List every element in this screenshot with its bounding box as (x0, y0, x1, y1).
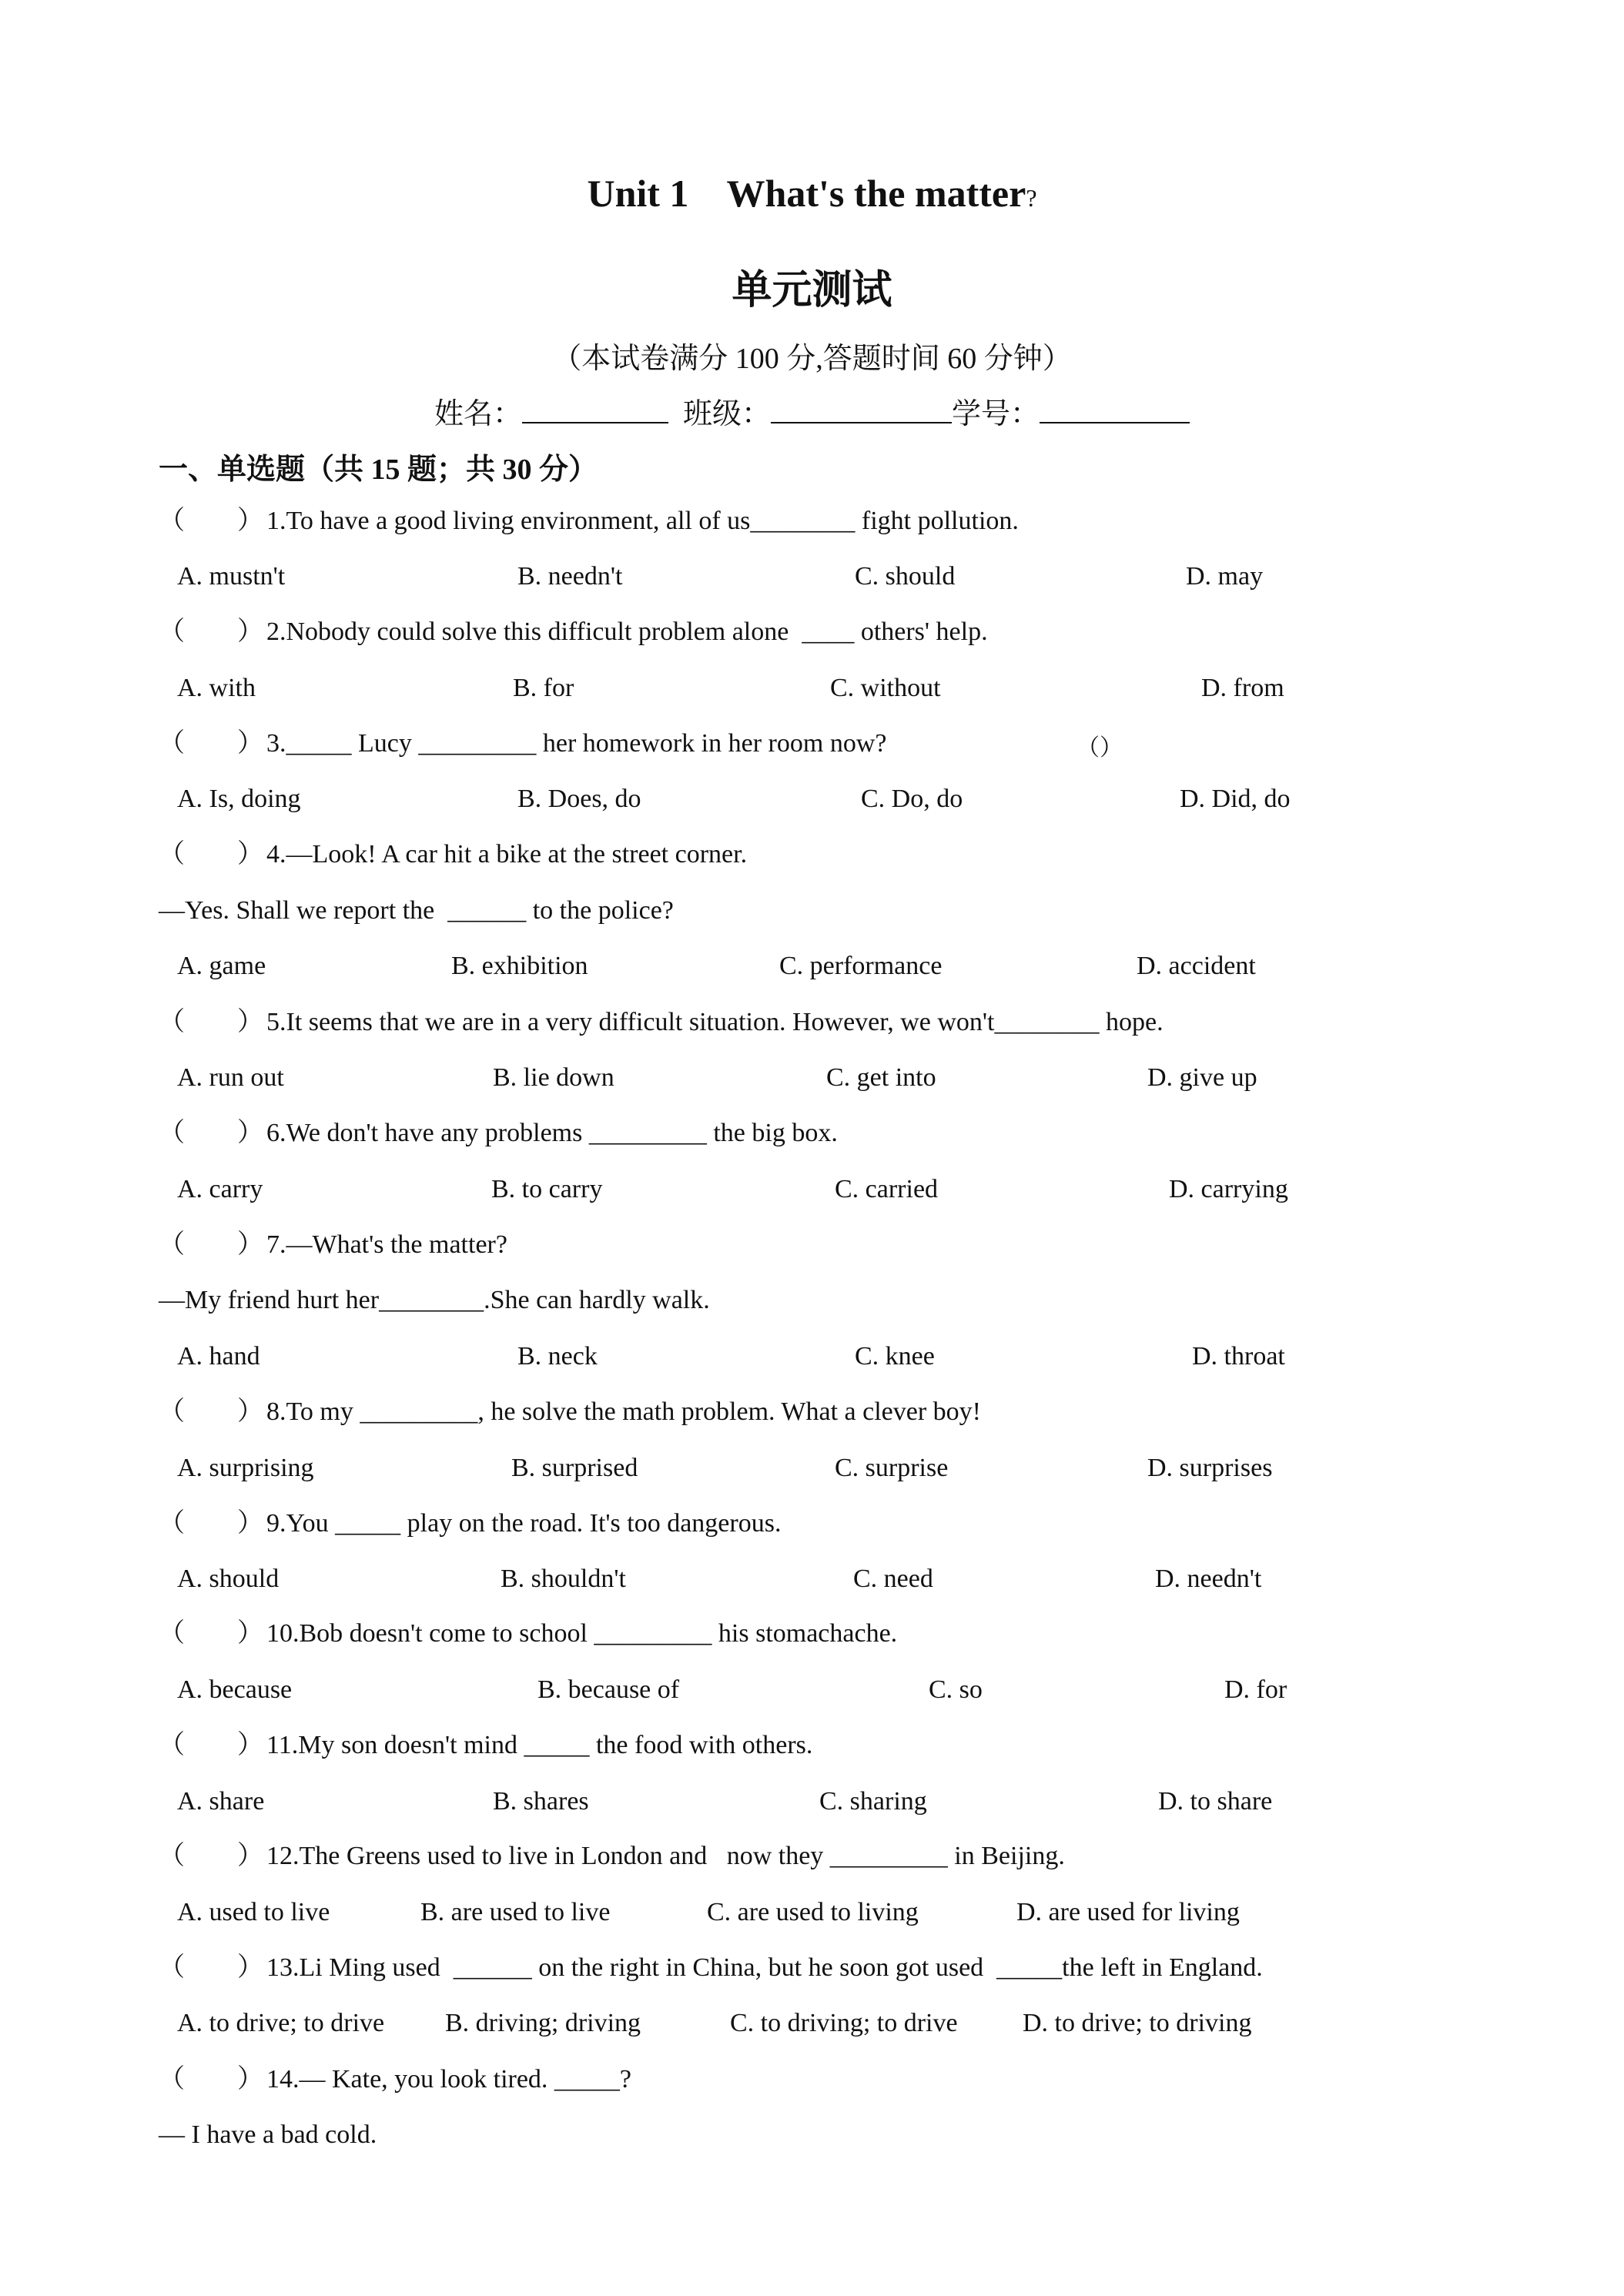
question-14-continuation: — I have a bad cold. (159, 2120, 377, 2149)
question-text: 7.—What's the matter? (266, 1230, 507, 1259)
question-8-option-a[interactable]: A. surprising (177, 1454, 314, 1482)
question-8-option-c[interactable]: C. surprise (835, 1454, 949, 1482)
question-2-option-b[interactable]: B. for (513, 674, 574, 702)
question-14-stem (159, 2063, 631, 2097)
answer-parenthesis[interactable]: （ ） (159, 618, 263, 646)
question-13-option-b[interactable]: B. driving; driving (445, 2009, 641, 2037)
answer-parenthesis[interactable]: （ ） (159, 1230, 263, 1259)
page-subtitle: 单元测试 (732, 269, 892, 313)
question-11-option-d[interactable]: D. to share (1158, 1787, 1273, 1816)
id-blank[interactable] (1040, 391, 1190, 423)
question-7-option-c[interactable]: C. knee (855, 1342, 935, 1371)
question-3-option-a[interactable]: A. Is, doing (177, 785, 301, 813)
question-text: 1.To have a good living environment, all of us________ fight pollution. (266, 507, 1019, 535)
page-title (0, 171, 1624, 216)
question-9-stem (159, 1507, 781, 1541)
question-2-option-c[interactable]: C. without (830, 674, 941, 702)
question-8-option-b[interactable]: B. surprised (511, 1454, 638, 1482)
question-9-option-b[interactable]: B. shouldn't (501, 1565, 626, 1593)
question-2-option-d[interactable]: D. from (1201, 674, 1284, 702)
question-text: 13.Li Ming used ______ on the right in China, but he soon got used _____the left in England. (266, 1953, 1263, 1982)
student-info-line (0, 390, 1624, 432)
question-8-stem (159, 1395, 981, 1429)
question-4-continuation: —Yes. Shall we report the ______ to the police? (159, 896, 674, 925)
name-label: 姓名： (434, 398, 522, 430)
question-1-stem (159, 504, 1019, 538)
question-12-option-c[interactable]: C. are used to living (707, 1898, 919, 1926)
question-5-option-a[interactable]: A. run out (177, 1063, 284, 1092)
question-5-option-d[interactable]: D. give up (1147, 1063, 1257, 1092)
question-13-option-d[interactable]: D. to drive; to driving (1023, 2009, 1252, 2037)
question-text: 14.— Kate, you look tired. _____? (266, 2065, 632, 2094)
question-7-stem (159, 1228, 507, 1262)
question-4-option-a[interactable]: A. game (177, 952, 266, 980)
question-4-option-b[interactable]: B. exhibition (451, 952, 588, 980)
question-10-option-c[interactable]: C. so (929, 1675, 983, 1704)
question-3-stem (159, 727, 886, 761)
question-7-option-d[interactable]: D. throat (1192, 1342, 1285, 1371)
answer-parenthesis[interactable]: （ ） (159, 1119, 263, 1147)
answer-parenthesis[interactable]: （ ） (159, 1619, 263, 1648)
question-text: 8.To my _________, he solve the math problem. What a clever boy! (266, 1397, 981, 1426)
question-12-option-b[interactable]: B. are used to live (420, 1898, 611, 1926)
question-text: 6.We don't have any problems _________ the big box. (266, 1119, 838, 1147)
question-13-option-c[interactable]: C. to driving; to drive (730, 2009, 958, 2037)
question-12-stem (159, 1839, 1065, 1873)
question-text: 3._____ Lucy _________ her homework in her room now? (266, 729, 887, 758)
question-3-option-d[interactable]: D. Did, do (1180, 785, 1291, 813)
answer-parenthesis[interactable]: （ ） (159, 1731, 263, 1759)
section-title: 一、单选题（共 15 题；共 30 分） (159, 454, 598, 486)
question-2-option-a[interactable]: A. with (177, 674, 256, 702)
question-1-option-b[interactable]: B. needn't (517, 562, 623, 591)
question-11-option-a[interactable]: A. share (177, 1787, 265, 1816)
question-text: 4.—Look! A car hit a bike at the street corner. (266, 840, 748, 869)
question-13-stem (159, 1951, 1263, 1985)
question-5-stem (159, 1006, 1164, 1039)
answer-parenthesis[interactable]: （ ） (159, 1953, 263, 1982)
question-10-option-b[interactable]: B. because of (537, 1675, 680, 1704)
extra-parenthesis: （） (1077, 735, 1123, 761)
question-7-option-a[interactable]: A. hand (177, 1342, 260, 1371)
question-6-option-a[interactable]: A. carry (177, 1175, 263, 1203)
id-label: 学号： (952, 398, 1040, 430)
question-1-option-c[interactable]: C. should (855, 562, 956, 591)
question-12-option-a[interactable]: A. used to live (177, 1898, 330, 1926)
answer-parenthesis[interactable]: （ ） (159, 1397, 263, 1426)
question-7-option-b[interactable]: B. neck (517, 1342, 598, 1371)
title-text: Unit 1 What's the matter (587, 172, 1026, 215)
question-3-option-c[interactable]: C. Do, do (861, 785, 963, 813)
title-question-mark: ? (1026, 184, 1037, 212)
question-10-option-d[interactable]: D. for (1224, 1675, 1287, 1704)
question-7-continuation: —My friend hurt her________.She can hardly walk. (159, 1286, 710, 1314)
question-11-stem (159, 1729, 812, 1762)
question-8-option-d[interactable]: D. surprises (1147, 1454, 1273, 1482)
class-label: 班级： (682, 398, 771, 430)
question-10-option-a[interactable]: A. because (177, 1675, 293, 1704)
question-6-option-b[interactable]: B. to carry (491, 1175, 603, 1203)
question-5-option-c[interactable]: C. get into (826, 1063, 936, 1092)
question-text: 11.My son doesn't mind _____ the food with others. (266, 1731, 813, 1759)
class-blank[interactable] (771, 391, 952, 423)
question-11-option-c[interactable]: C. sharing (819, 1787, 927, 1816)
answer-parenthesis[interactable]: （ ） (159, 1008, 263, 1036)
question-6-stem (159, 1116, 838, 1150)
question-text: 9.You _____ play on the road. It's too dangerous. (266, 1509, 782, 1538)
answer-parenthesis[interactable]: （ ） (159, 2065, 263, 2094)
exam-note: （本试卷满分 100 分,答题时间 60 分钟） (552, 343, 1072, 375)
question-2-stem (159, 615, 988, 649)
name-blank[interactable] (522, 391, 668, 423)
answer-parenthesis[interactable]: （ ） (159, 729, 263, 758)
answer-parenthesis[interactable]: （ ） (159, 1842, 263, 1870)
question-1-option-a[interactable]: A. mustn't (177, 562, 286, 591)
question-9-option-a[interactable]: A. should (177, 1565, 280, 1593)
question-text: 2.Nobody could solve this difficult problem alone ____ others' help. (266, 618, 988, 646)
question-4-option-d[interactable]: D. accident (1137, 952, 1256, 980)
question-4-option-c[interactable]: C. performance (779, 952, 943, 980)
question-6-option-d[interactable]: D. carrying (1169, 1175, 1288, 1203)
question-9-option-d[interactable]: D. needn't (1155, 1565, 1262, 1593)
question-3-option-b[interactable]: B. Does, do (517, 785, 641, 813)
question-text: 5.It seems that we are in a very difficult situation. However, we won't________ hope. (266, 1008, 1164, 1036)
question-1-option-d[interactable]: D. may (1186, 562, 1264, 591)
answer-parenthesis[interactable]: （ ） (159, 1509, 263, 1538)
question-11-option-b[interactable]: B. shares (493, 1787, 589, 1816)
question-6-option-c[interactable]: C. carried (835, 1175, 939, 1203)
question-13-option-a[interactable]: A. to drive; to drive (177, 2009, 385, 2037)
question-text: 10.Bob doesn't come to school _________ his stomachache. (266, 1619, 898, 1648)
question-text: 12.The Greens used to live in London and now they _________ in Beijing. (266, 1842, 1065, 1870)
answer-parenthesis[interactable]: （ ） (159, 507, 263, 535)
question-12-option-d[interactable]: D. are used for living (1016, 1898, 1240, 1926)
question-5-option-b[interactable]: B. lie down (493, 1063, 614, 1092)
question-10-stem (159, 1617, 897, 1651)
question-4-stem (159, 838, 747, 872)
answer-parenthesis[interactable]: （ ） (159, 840, 263, 869)
question-9-option-c[interactable]: C. need (853, 1565, 933, 1593)
